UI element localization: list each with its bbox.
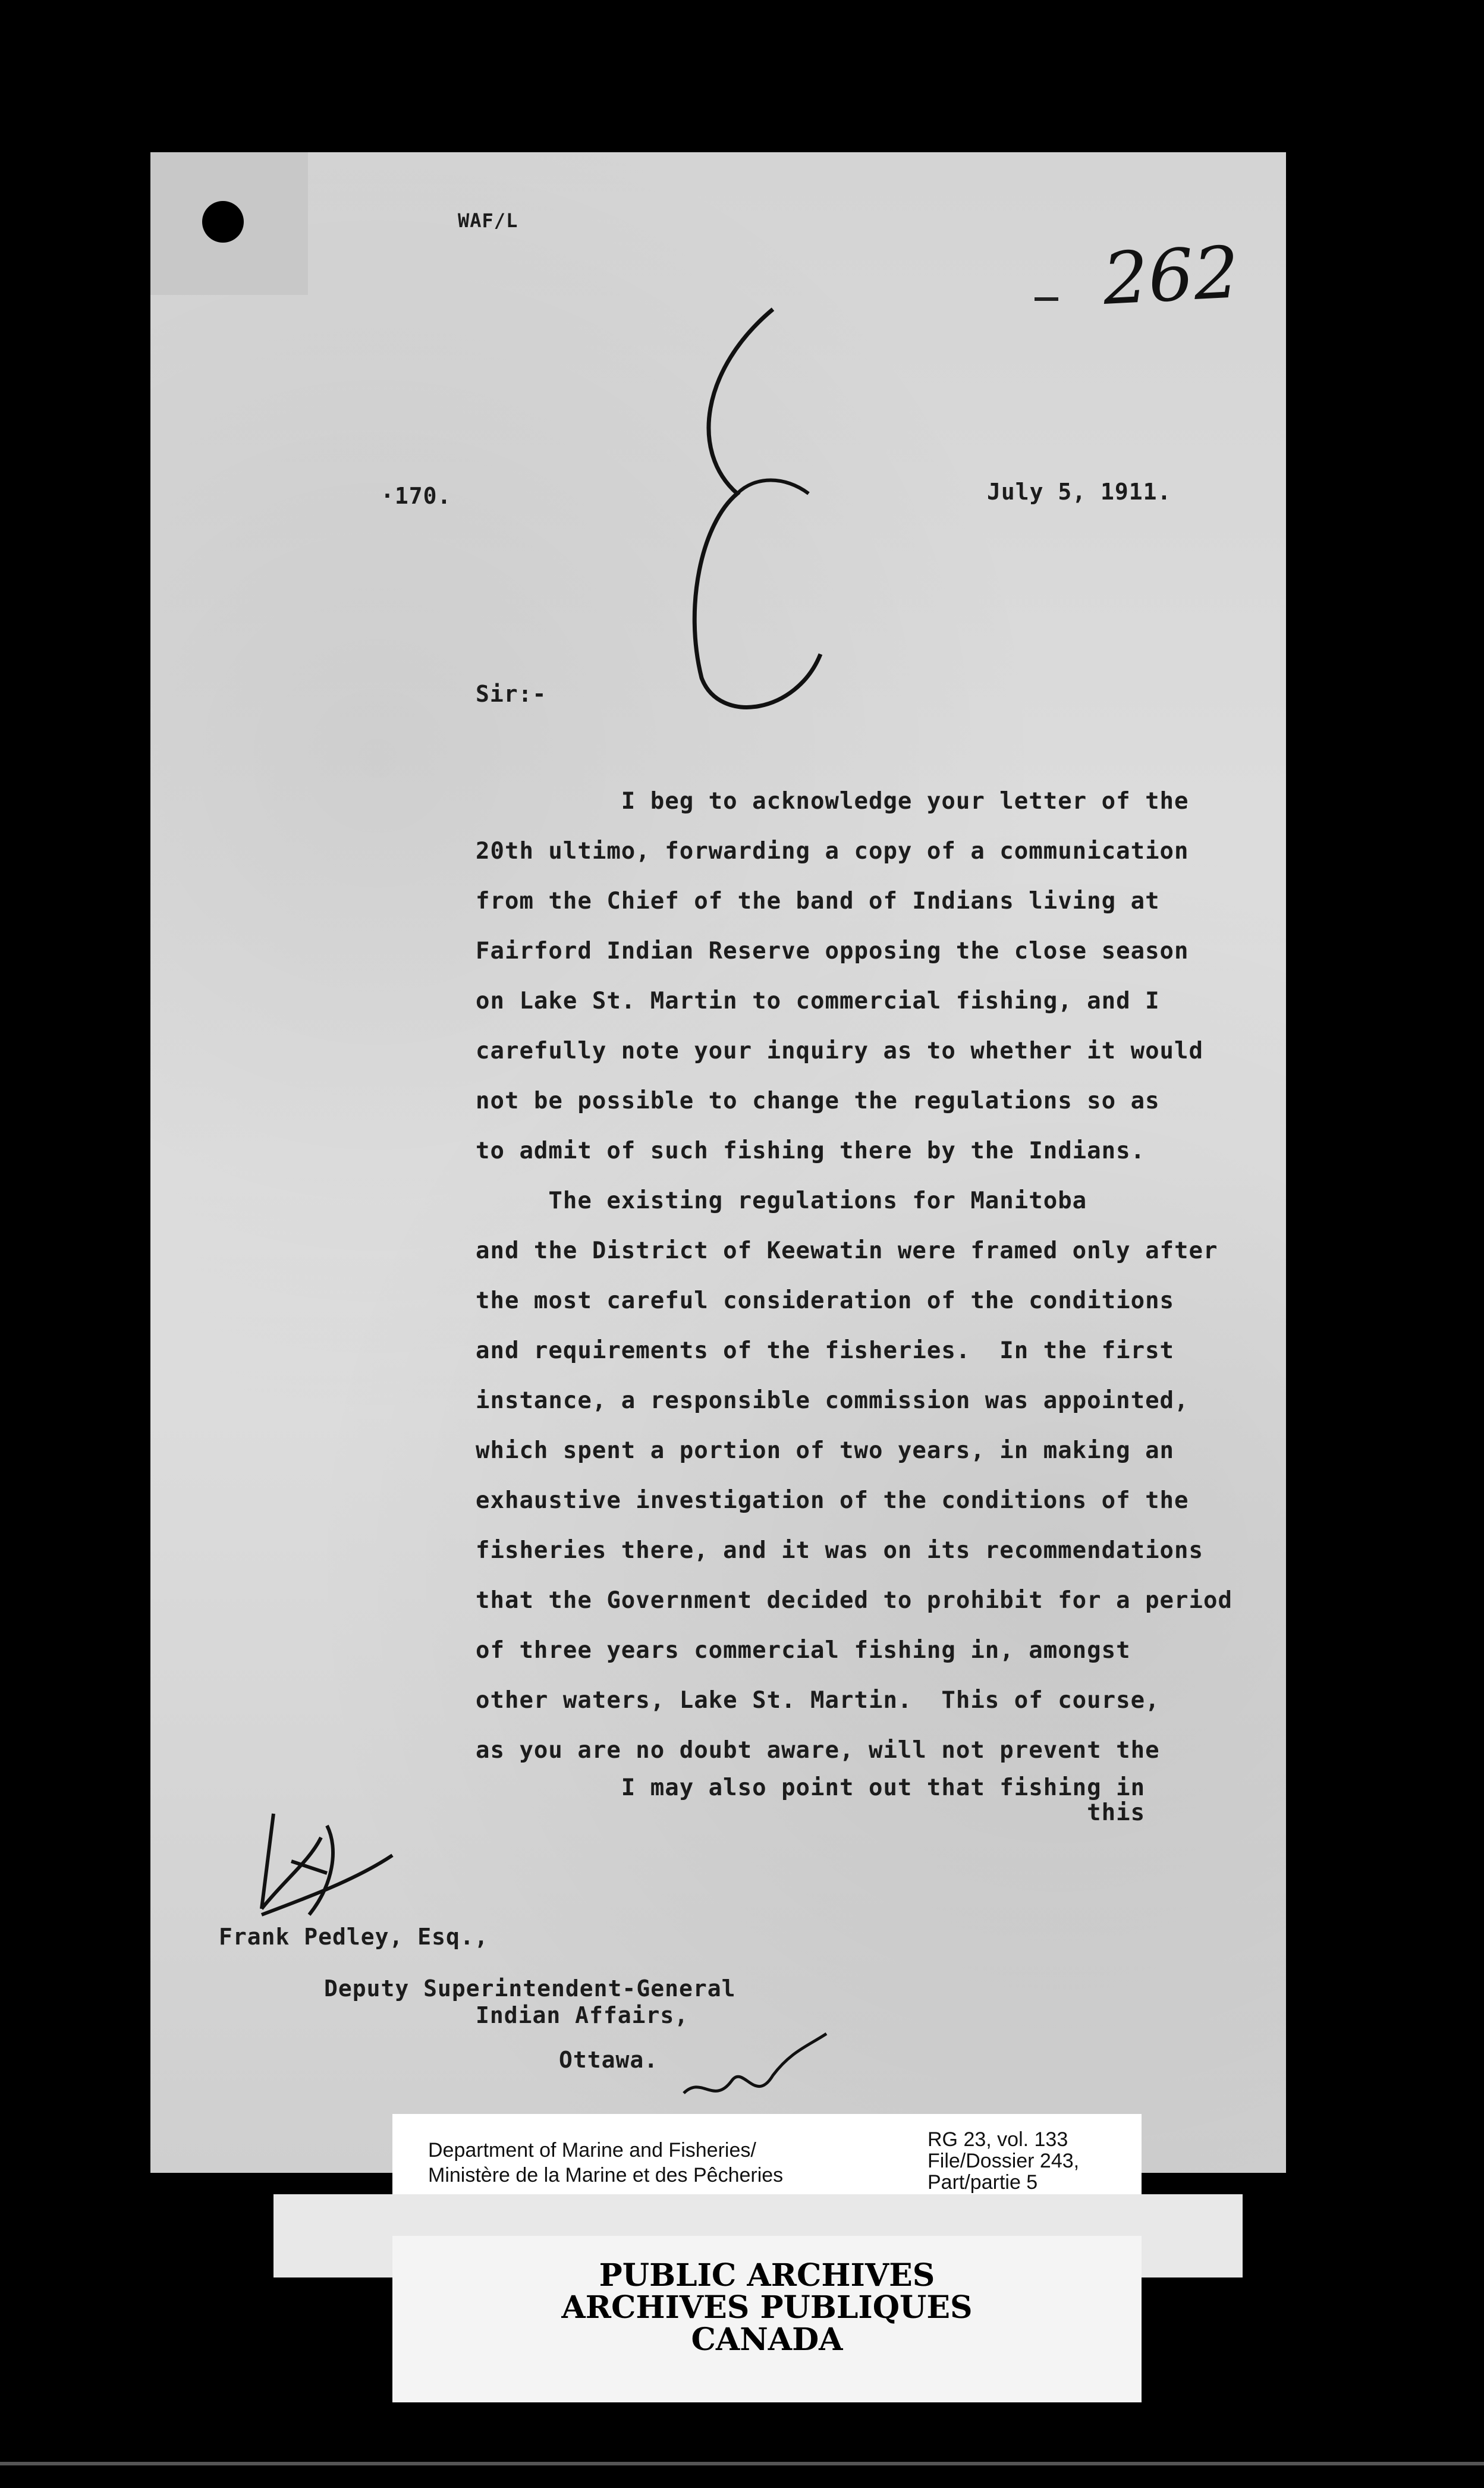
salutation: Sir:- — [476, 681, 547, 707]
letter-date: July 5, 1911. — [987, 479, 1172, 505]
body-line: exhaustive investigation of the conditions of the — [476, 1487, 1189, 1514]
body-line: The existing regulations for Manitoba — [476, 1188, 1087, 1214]
recipient-city: Ottawa. — [559, 2047, 659, 2073]
department-french: Ministère de la Marine et des Pêcheries — [428, 2164, 784, 2187]
body-line: and requirements of the fisheries. In the first — [476, 1337, 1175, 1364]
record-group: RG 23, vol. 133 — [928, 2128, 1068, 2151]
punch-hole — [202, 201, 244, 243]
paragraph-closing — [476, 1776, 1272, 1826]
recipient-department: Indian Affairs, — [476, 2002, 689, 2028]
paragraph-acknowledgement — [476, 777, 1272, 1176]
body-line: to admit of such fishing there by the Indians. — [476, 1138, 1146, 1164]
body-line: not be possible to change the regulations so as — [476, 1088, 1160, 1114]
stamp-line-2: ARCHIVES PUBLIQUES — [561, 2289, 973, 2326]
handwritten-scrawl — [678, 2022, 832, 2117]
body-line: this — [476, 1799, 1146, 1826]
recipient-title: Deputy Superintendent-General — [324, 1975, 736, 2002]
body-line: 20th ultimo, forwarding a copy of a communication — [476, 838, 1189, 865]
handwritten-page-number: 262 — [1101, 231, 1241, 321]
body-line: and the District of Keewatin were framed only after — [476, 1237, 1218, 1264]
body-line: the most careful consideration of the conditions — [476, 1287, 1175, 1314]
body-line: I may also point out that fishing in — [476, 1774, 1146, 1801]
public-archives-stamp — [392, 2257, 1142, 2358]
label-department — [428, 2138, 783, 2188]
part-partie: Part/partie 5 — [928, 2171, 1038, 2194]
file-number: ·170. — [381, 483, 452, 509]
body-line: from the Chief of the band of Indians living at — [476, 888, 1160, 915]
body-line: which spent a portion of two years, in making an — [476, 1437, 1175, 1464]
handwritten-c-mark — [666, 297, 844, 725]
body-line: I beg to acknowledge your letter of the — [476, 788, 1189, 815]
body-line: fisheries there, and it was on its recommendations — [476, 1537, 1203, 1564]
film-edge — [0, 2462, 1484, 2465]
body-line: of three years commercial fishing in, amongst — [476, 1637, 1131, 1664]
reference-code: WAF/L — [458, 209, 518, 232]
stamp-line-3: CANADA — [691, 2321, 843, 2358]
handwritten-initials — [238, 1790, 404, 1933]
archive-reference-label — [392, 2114, 1142, 2203]
letter-body — [476, 777, 1272, 1826]
body-line: instance, a responsible commission was appointed, — [476, 1387, 1189, 1414]
body-line: on Lake St. Martin to commercial fishing, and I — [476, 988, 1160, 1014]
file-dossier: File/Dossier 243, — [928, 2150, 1080, 2172]
body-line: Fairford Indian Reserve opposing the close season — [476, 938, 1189, 965]
department-english: Department of Marine and Fisheries/ — [428, 2139, 756, 2162]
body-line: other waters, Lake St. Martin. This of course, — [476, 1687, 1160, 1714]
label-record-reference — [928, 2129, 1079, 2193]
body-line: that the Government decided to prohibit for a period — [476, 1587, 1233, 1614]
body-line: carefully note your inquiry as to whether it would — [476, 1038, 1203, 1064]
paragraph-regulations — [476, 1176, 1272, 1776]
recipient-name: Frank Pedley, Esq., — [219, 1924, 489, 1950]
stamp-line-1: PUBLIC ARCHIVES — [599, 2257, 935, 2294]
body-line: as you are no doubt aware, will not prevent the — [476, 1737, 1160, 1764]
handwritten-dash — [1035, 297, 1058, 301]
